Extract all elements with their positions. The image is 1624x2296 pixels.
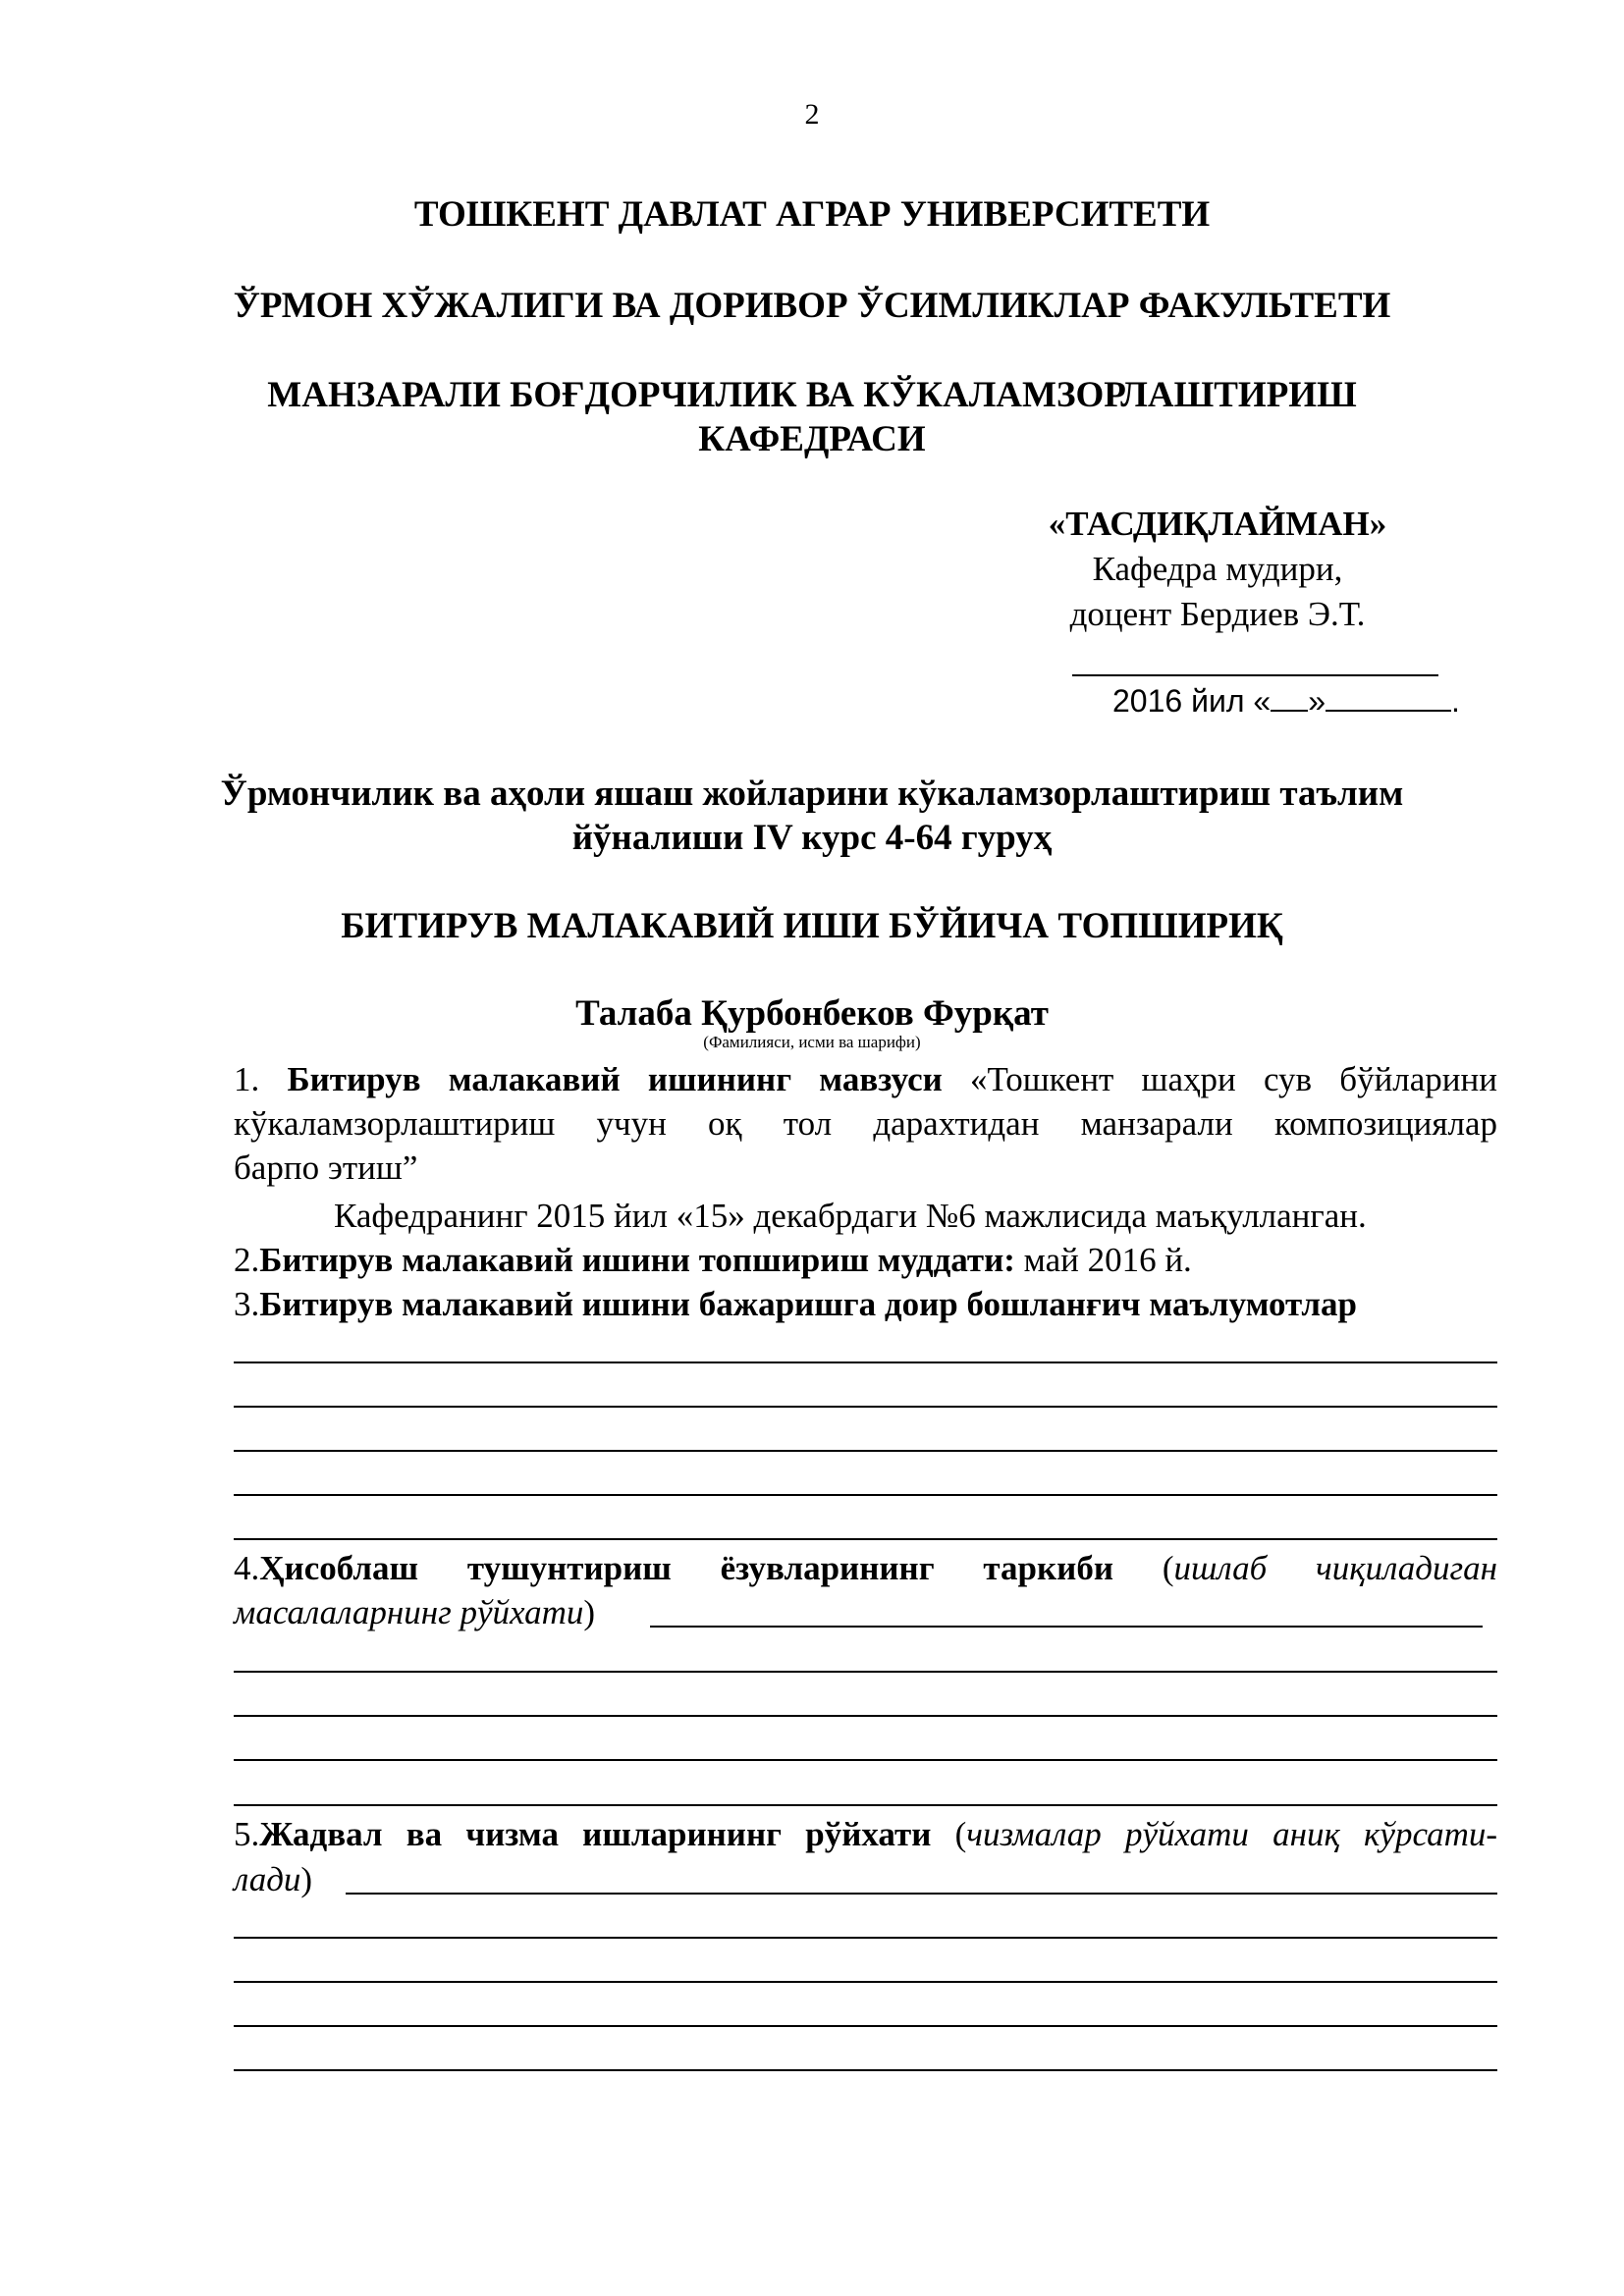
department-name-line1: МАНЗАРАЛИ БОҒДОРЧИЛИК ВА КЎКАЛАМЗОРЛАШТИРИШ <box>267 375 1357 415</box>
department-name-line2: КАФЕДРАСИ <box>698 419 926 459</box>
item5-line1 <box>234 1812 1497 1856</box>
item4-number: 4. <box>234 1549 260 1587</box>
approval-title: «ТАСДИҚЛАЙМАН» <box>1048 505 1387 543</box>
item4-line2 <box>234 1590 1497 1634</box>
task-title: БИТИРУВ МАЛАКАВИЙ ИШИ БЎЙИЧА ТОПШИРИҚ <box>341 906 1283 946</box>
item2-number: 2. <box>234 1241 260 1279</box>
item4-italic-part1: ишлаб чиқиладиган <box>1173 1549 1497 1587</box>
blank-line <box>234 1450 1497 1452</box>
item4-paren-close: ) <box>583 1593 596 1631</box>
item5-number: 5. <box>234 1815 260 1853</box>
item3 <box>234 1282 1497 1326</box>
approved-note: Кафедранинг 2015 йил «15» декабрдаги №6 мажлисида маъқулланган. <box>334 1197 1367 1235</box>
item5-inline-blank <box>346 1893 1497 1895</box>
item1-line1 <box>234 1057 1497 1101</box>
date-month-blank <box>1326 710 1451 712</box>
item5-line2 <box>234 1857 1497 1901</box>
item1-label: Битирув малакавий ишининг мавзуси <box>287 1060 943 1098</box>
item5-label: Жадвал ва чизма ишларининг рўйхати <box>259 1815 932 1853</box>
item5-italic-part1: чизмалар рўйхати аниқ кўрсати- <box>966 1815 1498 1853</box>
approval-block <box>1001 502 1434 637</box>
item4-line1 <box>234 1546 1497 1590</box>
item1-line2: кўкаламзорлаштириш учун оқ тол дарахтидан манзарали композициялар <box>234 1104 1497 1143</box>
blank-line <box>234 2025 1497 2027</box>
item2 <box>234 1238 1497 1282</box>
approval-date-end: . <box>1450 683 1460 719</box>
approval-person: доцент Бердиев Э.Т. <box>1069 595 1366 633</box>
blank-line <box>234 1715 1497 1717</box>
program-line2: йўналиши IV курс 4-64 гуруҳ <box>571 818 1053 858</box>
item3-number: 3. <box>234 1285 260 1323</box>
blank-line <box>234 1538 1497 1540</box>
item1-line3: барпо этиш” <box>234 1148 418 1187</box>
blank-line <box>234 1759 1497 1761</box>
item4-paren-open: ( <box>1113 1549 1174 1587</box>
blank-line <box>234 1981 1497 1983</box>
item1-text-part1: «Тошкент шаҳри сув бўйларини <box>942 1060 1497 1098</box>
approval-position: Кафедра мудири, <box>1092 550 1343 588</box>
program-line1: Ўрмончилик ва аҳоли яшаш жойларини кўкаламзорлаштириш таълим <box>220 774 1404 814</box>
blank-line <box>234 1406 1497 1408</box>
blank-line <box>234 1362 1497 1363</box>
approval-date-mid: » <box>1308 683 1326 719</box>
blank-line <box>234 1494 1497 1496</box>
item2-label: Битирув малакавий ишини топшириш муддати: <box>259 1241 1015 1279</box>
approval-date <box>1112 683 1460 720</box>
item4-italic-part2: масалаларнинг рўйхати <box>234 1593 584 1631</box>
item4-label: Ҳисоблаш тушунтириш ёзувларининг таркиби <box>259 1549 1114 1587</box>
student-name: Талаба Қурбонбеков Фурқат <box>575 993 1049 1034</box>
item5-italic-part2: лади <box>234 1860 301 1898</box>
faculty-name: ЎРМОН ХЎЖАЛИГИ ВА ДОРИВОР ЎСИМЛИКЛАР ФАКУЛЬТЕТИ <box>233 286 1391 326</box>
item3-label: Битирув малакавий ишини бажаришга доир бошланғич маълумотлар <box>259 1285 1357 1323</box>
item5-paren-close: ) <box>300 1860 313 1898</box>
blank-line <box>234 1804 1497 1806</box>
student-caption: (Фамилияси, исми ва шарифи) <box>703 1033 921 1051</box>
item1-number: 1. <box>234 1060 288 1098</box>
item5-paren-open: ( <box>931 1815 967 1853</box>
item4-inline-blank <box>650 1626 1483 1628</box>
university-name: ТОШКЕНТ ДАВЛАТ АГРАР УНИВЕРСИТЕТИ <box>413 194 1211 235</box>
blank-line <box>234 1937 1497 1939</box>
blank-line <box>234 1671 1497 1673</box>
blank-line <box>234 2069 1497 2071</box>
page-number: 2 <box>804 98 820 131</box>
item2-value: май 2016 й. <box>1014 1241 1192 1279</box>
signature-line <box>1072 674 1438 676</box>
date-day-blank <box>1271 710 1308 712</box>
approval-date-year: 2016 йил « <box>1112 683 1272 719</box>
